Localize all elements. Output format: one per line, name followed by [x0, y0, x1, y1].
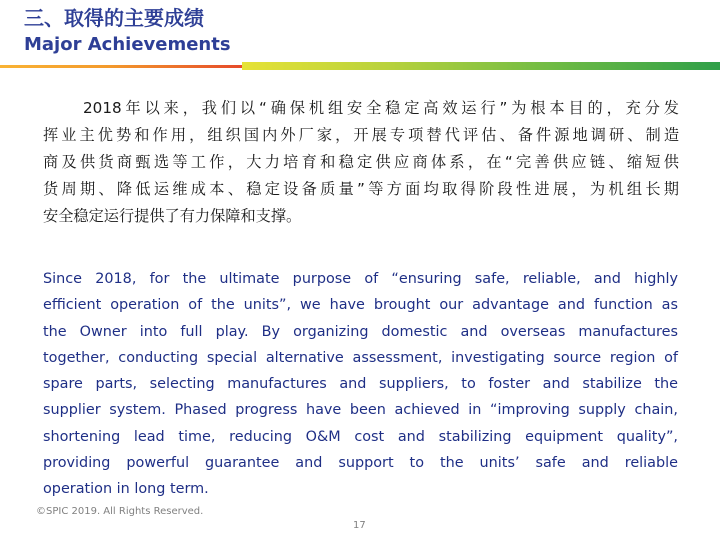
chinese-paragraph	[43, 95, 679, 230]
english-paragraph-line: shortening lead time, reducing O&M cost and stabilizing equipment quality”,	[43, 428, 678, 445]
chinese-paragraph-line: 挥业主优势和作用，组织国内外厂家，开展专项替代评估、备件源地调研、制造	[43, 126, 679, 144]
divider-green-segment	[242, 62, 720, 70]
header-divider	[0, 62, 720, 72]
section-title-english: Major Achievements	[24, 34, 231, 55]
chinese-paragraph-line: 货周期、降低运维成本、稳定设备质量”等方面均取得阶段性进展，为机组长期	[43, 180, 679, 198]
english-paragraph-line: efficient operation of the units”, we have brought our advantage and function as	[43, 297, 678, 314]
page-number: 17	[353, 520, 366, 531]
chinese-paragraph-line: 安全稳定运行提供了有力保障和支撑。	[43, 207, 302, 225]
copyright-notice: ©SPIC 2019. All Rights Reserved.	[36, 506, 204, 517]
english-paragraph-line: the Owner into full play. By organizing domestic and overseas manufactures	[43, 323, 678, 340]
chinese-paragraph-line: 2018年以来，我们以“确保机组安全稳定高效运行”为根本目的，充分发	[83, 99, 679, 117]
english-paragraph-line: together, conducting special alternative assessment, investigating source region of	[43, 349, 678, 366]
english-paragraph-line: supplier system. Phased progress have been achieved in “improving supply chain,	[43, 402, 678, 419]
english-paragraph-line: providing powerful guarantee and support to the units’ safe and reliable	[43, 455, 678, 472]
english-paragraph-line: Since 2018, for the ultimate purpose of “ensuring safe, reliable, and highly	[43, 271, 678, 287]
english-paragraph-line: operation in long term.	[43, 481, 209, 498]
chinese-paragraph-line: 商及供货商甄选等工作，大力培育和稳定供应商体系，在“完善供应链、缩短供	[43, 153, 679, 171]
english-paragraph-line: spare parts, selecting manufactures and suppliers, to foster and stabilize the	[43, 376, 678, 393]
section-title-chinese: 三、取得的主要成绩	[24, 6, 204, 30]
english-paragraph	[43, 266, 678, 503]
divider-orange-segment	[0, 65, 242, 68]
